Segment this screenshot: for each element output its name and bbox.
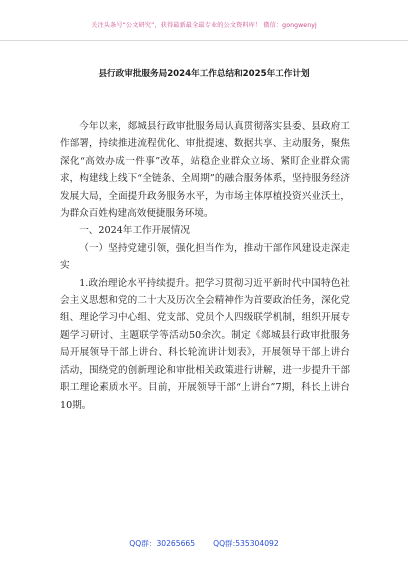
document-title: 县行政审批服务局2024年工作总结和2025年工作计划	[98, 69, 310, 79]
qq-group-2: QQ群:535304092	[213, 539, 279, 548]
subsection-heading: （一）坚持党建引领，强化担当作为，推动干部作风建设走深走实	[60, 242, 350, 272]
intro-paragraph: 今年以来，郯城县行政审批服务局认真贯彻落实县委、县政府工作部署，持续推进流程优化、审批提速、数据共享、主动服务，聚焦深化“高效办成一件事”改革，站稳企业群众立场、紧盯企业群众需求，构建线上线下“全链条、全周期”的融合服务体系，坚持服务经济发展大局，全面提升政务服务水平，为市场主体厚植投资兴业沃土，为群众百姓构建高效便捷服务环境。	[60, 121, 350, 220]
footer-qq-groups	[0, 538, 408, 549]
qq-group-1: QQ群：30265665	[129, 539, 196, 548]
document-body	[60, 118, 350, 414]
header-banner: 关注头条号“公文研究”，获得最新最全最专业的公文资料库！ 微信：gongwenyj	[91, 22, 317, 29]
header-divider	[0, 40, 408, 41]
section-heading: 一、2024年工作开展情况	[79, 225, 190, 237]
body-paragraph: 1.政治理论水平持续提升。把学习贯彻习近平新时代中国特色社会主义思想和党的二十大及历次全会精神作为首要政治任务，深化党组、理论学习中心组、党支部、党员个人四级联学机制，组织开展专题学习研讨、主题联学等活动50余次。制定《郯城县行政审批服务局开展领导干部上讲台、科长轮流讲计划表》，开展领导干部上讲台活动，围绕党的创新理论和审批相关政策进行讲解，进一步提升干部职工理论素质水平。目前，开展领导干部“上讲台”7期，科长上讲台10期。	[60, 277, 350, 411]
